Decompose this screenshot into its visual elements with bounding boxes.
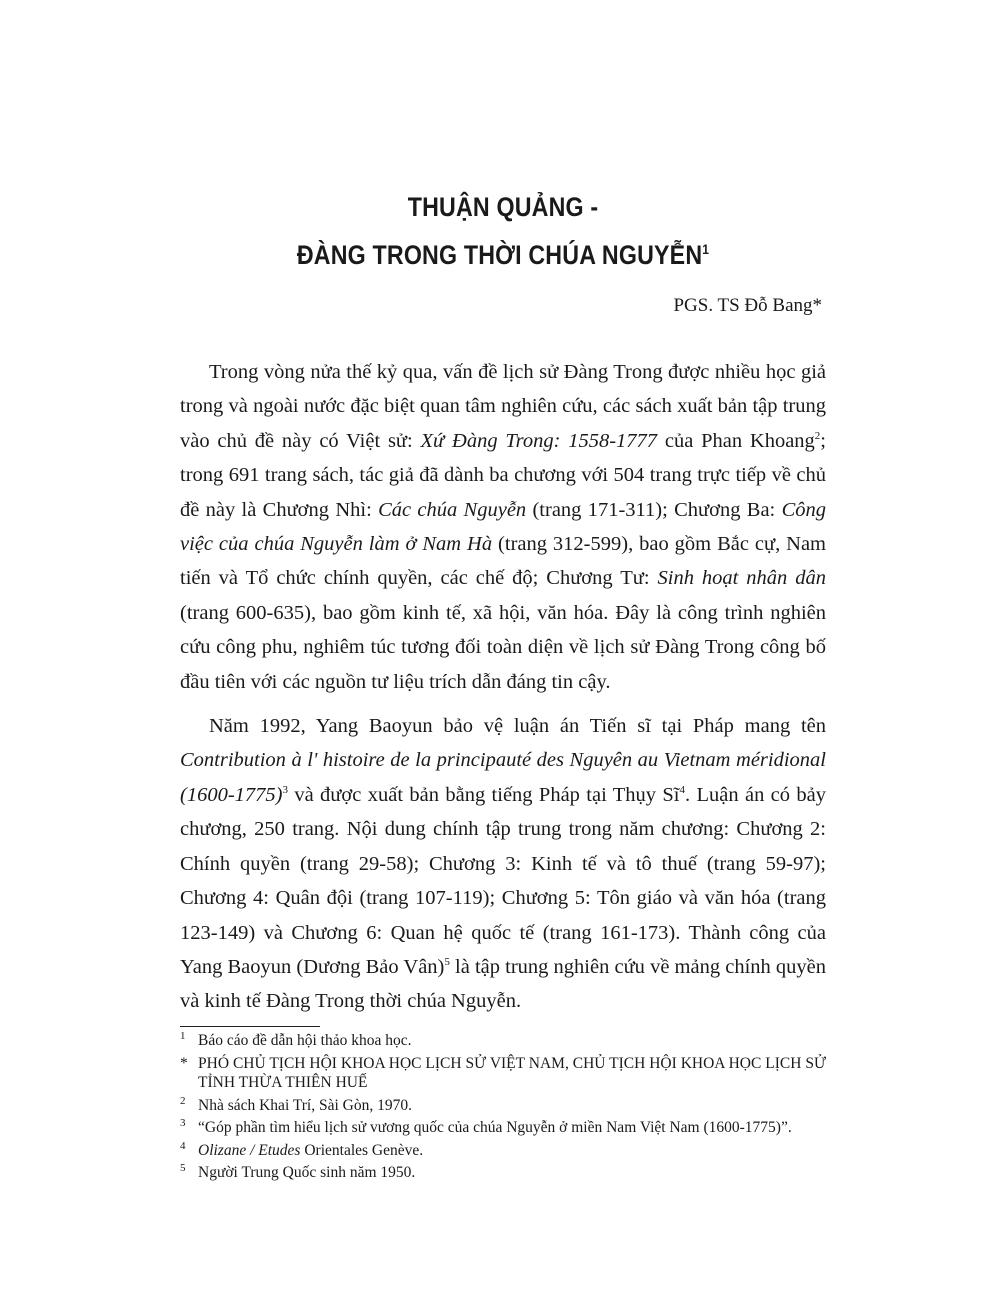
footnote-2: [180, 1096, 826, 1116]
footnote-ref: 2: [814, 429, 821, 442]
footnote-mark: 3: [180, 1117, 186, 1129]
text-run: Trong vòng nửa thế kỷ qua, vấn đề lịch sử Đàng Trong được nhiều học giả trong và ngoài nước đặc biệt quan tâm nghiên cứu, các sách xuất bản tập trung vào chủ đề này có Việt sử:: [180, 361, 826, 452]
footnote-mark: *: [180, 1054, 188, 1072]
text-run: (trang 312-599), bao gồm Bắc cự, Nam tiến và Tổ chức chính quyền, các chế độ; Chương Tư:: [180, 533, 826, 590]
italic-title: Các chúa Nguyễn: [378, 498, 527, 521]
footnote-4: [180, 1141, 826, 1161]
footnote-text: PHÓ CHỦ TỊCH HỘI KHOA HỌC LỊCH SỬ VIỆT NAM, CHỦ TỊCH HỘI KHOA HỌC LỊCH SỬ TỈNH THỪA THIÊN HUẾ: [198, 1054, 826, 1091]
footnote-mark: 4: [180, 1139, 186, 1152]
footnote-ref: 5: [444, 956, 450, 969]
text-run: và được xuất bản bằng tiếng Pháp tại Thụy Sĩ: [287, 783, 680, 806]
footnote-ref: 3: [282, 784, 288, 797]
footnote-mark: 5: [180, 1162, 186, 1174]
footnote-text: “Góp phần tìm hiểu lịch sử vương quốc của chúa Nguyễn ở miền Nam Việt Nam (1600-1775)”.: [198, 1119, 792, 1136]
italic-title: Olizane / Etudes: [198, 1141, 301, 1159]
italic-title: Công việc của chúa Nguyễn làm ở Nam Hà: [180, 498, 826, 556]
italic-title: Contribution à l' histoire de la principauté des Nguyên au Vietnam méridional (1600-1775): [180, 749, 826, 806]
paragraph-2: [180, 709, 826, 1019]
title-line-1: THUẬN QUẢNG -: [407, 192, 599, 222]
text-run: Năm 1992, Yang Baoyun bảo vệ luận án Tiến sĩ tại Pháp mang tên: [209, 715, 826, 738]
footnote-text: [198, 1141, 826, 1161]
page-title: [225, 183, 781, 279]
paragraph-1: [180, 355, 826, 699]
title-footnote-ref: 1: [702, 241, 710, 257]
text-run: là tập trung nghiên cứu về mảng chính quyền và kinh tế Đàng Trong thời chúa Nguyễn.: [180, 955, 827, 1013]
footnote-5: [180, 1163, 826, 1183]
footnote-text: Báo cáo đề dẫn hội thảo khoa học.: [198, 1032, 412, 1049]
article-body: [180, 355, 826, 1029]
footnote-ref: 4: [679, 784, 685, 797]
text-run: Orientales Genève.: [300, 1141, 424, 1159]
footnote-star: [180, 1054, 826, 1093]
text-run: (trang 600-635), bao gồm kinh tế, xã hội, văn hóa. Đây là công trình nghiên cứu công phu, nghiêm túc tương đối toàn diện về lịch sử Đàng Trong công bố đầu tiên với các nguồn tư liệu trích dẫn đáng tin cậy.: [180, 601, 826, 693]
footnote-mark: 1: [180, 1030, 186, 1042]
footnote-text: Người Trung Quốc sinh năm 1950.: [198, 1164, 416, 1181]
italic-title: Xứ Đàng Trong: 1558-1777: [420, 429, 658, 452]
italic-title: Sinh hoạt nhân dân: [657, 567, 826, 590]
footnote-3: [180, 1118, 826, 1138]
footnote-text: Nhà sách Khai Trí, Sài Gòn, 1970.: [198, 1096, 412, 1114]
author-byline: PGS. TS Đỗ Bang*: [673, 295, 822, 316]
text-run: . Luận án có bảy chương, 250 trang. Nội dung chính tập trung trong năm chương: Chương 2: Chính quyền (trang 29-58); Chương 3: Kinh tế và tô thuế (trang 59-97); Chương 4: Quân đội (trang 107-119); Chương 5: Tôn giáo và văn hóa (trang 123-149) và Chương 6: Quan hệ quốc tế (trang 161-173). Thành công của Yang Baoyun (Dương Bảo Vân): [180, 783, 826, 978]
footnotes: [180, 1031, 826, 1186]
footnote-1: [180, 1031, 826, 1051]
title-line-2: [225, 231, 781, 279]
footnote-mark: 2: [180, 1094, 186, 1107]
footnote-divider: [180, 1026, 320, 1027]
text-run: (trang 171-311); Chương Ba:: [526, 498, 782, 521]
text-run: ; trong 691 trang sách, tác giả đã dành ba chương với 504 trang trực tiếp về chủ đề này là Chương Nhì:: [180, 429, 826, 521]
title-line-2-text: ĐÀNG TRONG THỜI CHÚA NGUYỄN: [296, 240, 703, 270]
text-run: của Phan Khoang: [657, 429, 815, 452]
